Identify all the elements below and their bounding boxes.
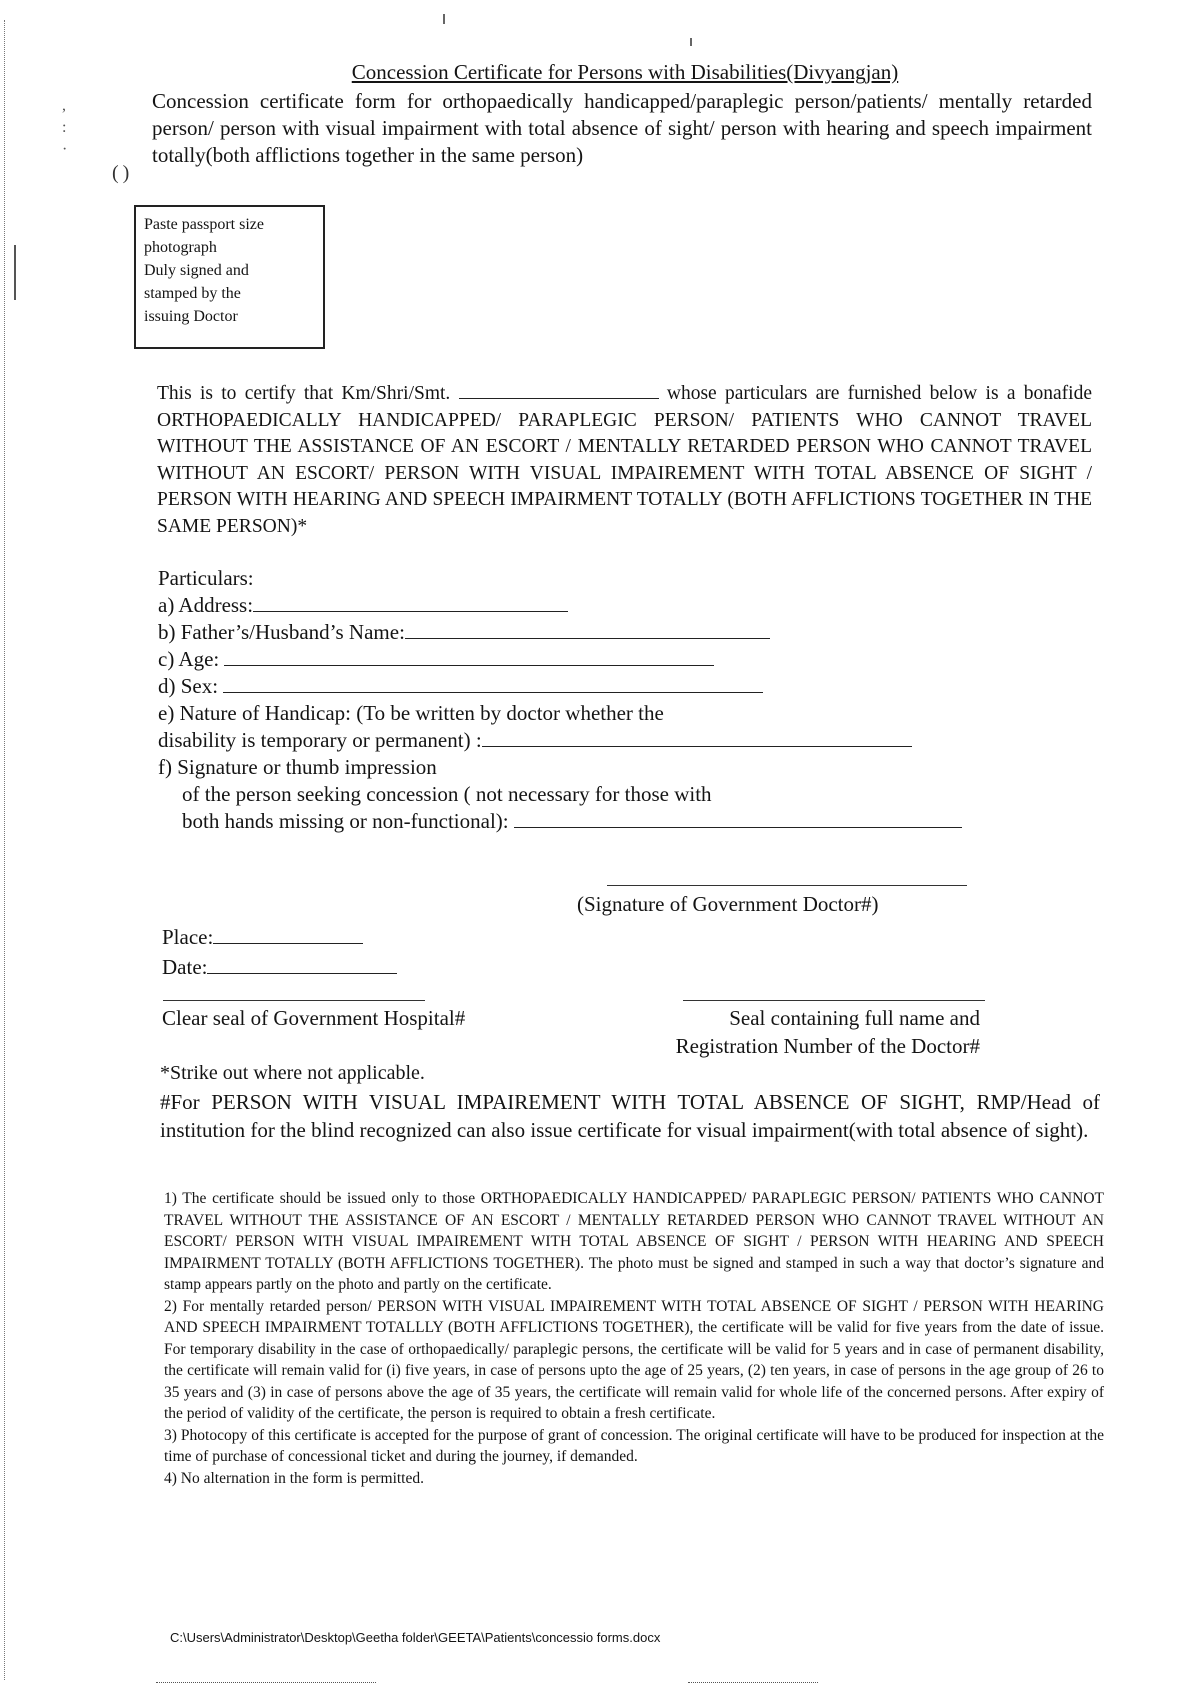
place-row	[162, 922, 397, 952]
address-row	[158, 592, 962, 619]
doctor-seal-label	[600, 1004, 1020, 1060]
place-date-block	[162, 922, 397, 982]
photo-box-line: Paste passport size	[144, 216, 264, 233]
signature-label-row: of the person seeking concession ( not necessary for those with	[182, 782, 712, 806]
footer-file-path: C:\Users\Administrator\Desktop\Geetha folder\GEETA\Patients\concessio forms.docx	[170, 1630, 661, 1645]
handicap-nature-blank-field[interactable]	[482, 728, 912, 747]
visual-impairment-note: #For PERSON WITH VISUAL IMPAIREMENT WITH TOTAL ABSENCE OF SIGHT, RMP/Head of institution for the blind recognized can also issue certificate for visual impairment(with total absence of sight).	[160, 1090, 1100, 1142]
age-blank-field[interactable]	[224, 647, 714, 666]
rules-list	[164, 1188, 1104, 1489]
handicap-nature-label: disability is temporary or permanent) :	[158, 728, 482, 752]
sex-label: d) Sex:	[158, 674, 219, 698]
doctor-seal-label-line: Seal containing full name and	[729, 1006, 980, 1030]
father-husband-name-blank-field[interactable]	[405, 620, 770, 639]
date-row	[162, 952, 397, 982]
place-blank-field[interactable]	[213, 925, 363, 944]
hospital-seal-line[interactable]	[163, 1000, 425, 1001]
photo-box-line: issuing Doctor	[144, 308, 238, 325]
sex-blank-field[interactable]	[223, 674, 763, 693]
handicap-nature-row	[158, 727, 962, 754]
photo-box-line: stamped by the	[144, 285, 241, 302]
doctor-seal-line[interactable]	[683, 1000, 985, 1001]
scan-margin-marks: , : ·	[62, 97, 68, 158]
certification-paragraph	[157, 380, 1092, 540]
signature-row	[158, 808, 962, 835]
handicap-nature-label-row: e) Nature of Handicap: (To be written by doctor whether the	[158, 701, 664, 725]
signature-label-row: f) Signature or thumb impression	[158, 755, 437, 779]
document-title: Concession Certificate for Persons with Disabilities(Divyangjan)	[351, 60, 899, 84]
signature-blank-field[interactable]	[514, 809, 962, 828]
hospital-seal-label: Clear seal of Government Hospital#	[162, 1006, 466, 1030]
rule-item: 1) The certificate should be issued only to those ORTHOPAEDICALLY HANDICAPPED/ PARAPLEGIC PERSON/ PATIENTS WHO CANNOT TRAVEL WITHOUT THE ASSISTANCE OF AN ESCORT / MENTALLY RETARDED PERSON WHO CANNOT TRAVEL WITHOUT AN ESCORT/ PERSON WITH VISUAL IMPAIREMENT WITH TOTAL ABSENCE OF SIGHT / PERSON WITH HEARING AND SPEECH IMPAIRMENT TOTALLY (BOTH AFFLICTIONS TOGETHER). The photo must be signed and stamped in such a way that doctor’s signature and stamp appears partly on the photo and partly on the certificate.	[164, 1190, 1104, 1293]
age-label: c) Age:	[158, 647, 220, 671]
photo-placeholder-box	[134, 205, 325, 349]
doctor-seal-label-line: Registration Number of the Doctor#	[675, 1034, 980, 1058]
name-blank-field[interactable]	[459, 380, 659, 399]
photo-box-line: photograph	[144, 239, 217, 256]
father-husband-name-label: b) Father’s/Husband’s Name:	[158, 620, 405, 644]
scan-mark	[443, 14, 445, 24]
signature-label: both hands missing or non-functional):	[182, 809, 509, 833]
particulars-heading: Particulars:	[158, 566, 254, 590]
scan-bracket-mark: ( )	[112, 162, 130, 184]
strike-out-note: *Strike out where not applicable.	[160, 1062, 425, 1084]
age-row	[158, 646, 962, 673]
particulars-section	[158, 565, 962, 835]
photo-box-line: Duly signed and	[144, 262, 249, 279]
place-label: Place:	[162, 925, 214, 949]
address-blank-field[interactable]	[253, 593, 568, 612]
doctor-signature-line[interactable]	[607, 885, 967, 886]
rule-item: 2) For mentally retarded person/ PERSON WITH VISUAL IMPAIREMENT WITH TOTAL ABSENCE OF SIGHT / PERSON WITH HEARING AND SPEECH IMPAIRMENT TOTALLLY (BOTH AFFLICTIONS TOGETHER), the certificate will be valid for five years from the date of issue. For temporary disability in the case of orthopaedically/ paraplegic persons, the certificate will be valid for 5 years and in case of permanent disability, the certificate will remain valid for (i) five years, in case of persons upto the age of 25 years, (2) ten years, in case of persons in the age group of 26 to 35 years and (3) in case of persons above the age of 35 years, the certificate will remain valid for whole life of the concerned persons. After expiry of the period of validity of the certificate, the person is required to obtain a fresh certificate.	[164, 1297, 1104, 1422]
rule-item: 3) Photocopy of this certificate is accepted for the purpose of grant of concession. The original certificate will have to be produced for inspection at the time of purchase of concessional ticket and during the journey, if demanded.	[164, 1426, 1104, 1465]
scan-bottom-dots	[156, 1682, 376, 1683]
rule-item: 4) No alternation in the form is permitted.	[164, 1469, 424, 1487]
doctor-signature-label: (Signature of Government Doctor#)	[577, 892, 879, 916]
scan-margin-bar	[14, 245, 16, 300]
date-label: Date:	[162, 955, 208, 979]
certify-suffix: whose particulars are furnished below is a bonafide ORTHOPAEDICALLY HANDICAPPED/ PARAPLEGIC PERSON/ PATIENTS WHO CANNOT TRAVEL WITHOUT THE ASSISTANCE OF AN ESCORT / MENTALLY RETARDED PERSON WHO CANNOT TRAVEL WITHOUT AN ESCORT/ PERSON WITH VISUAL IMPAIREMENT WITH TOTAL ABSENCE OF SIGHT / PERSON WITH HEARING AND SPEECH IMPAIRMENT TOTALLY (BOTH AFFLICTIONS TOGETHER IN THE SAME PERSON)*	[157, 383, 1093, 537]
intro-paragraph: Concession certificate form for orthopaedically handicapped/paraplegic person/patients/ mentally retarded person/ person with visual impairment with total absence of sight/ person with hearing and speech impairment totally(both afflictions together in the same person)	[152, 89, 1092, 167]
father-husband-name-row	[158, 619, 962, 646]
sex-row	[158, 673, 962, 700]
address-label: a) Address:	[158, 593, 254, 617]
scan-margin-dots	[4, 20, 5, 1680]
certify-prefix: This is to certify that Km/Shri/Smt.	[157, 383, 451, 404]
scan-mark	[690, 38, 692, 46]
date-blank-field[interactable]	[207, 955, 397, 974]
scan-bottom-dots	[688, 1682, 818, 1683]
